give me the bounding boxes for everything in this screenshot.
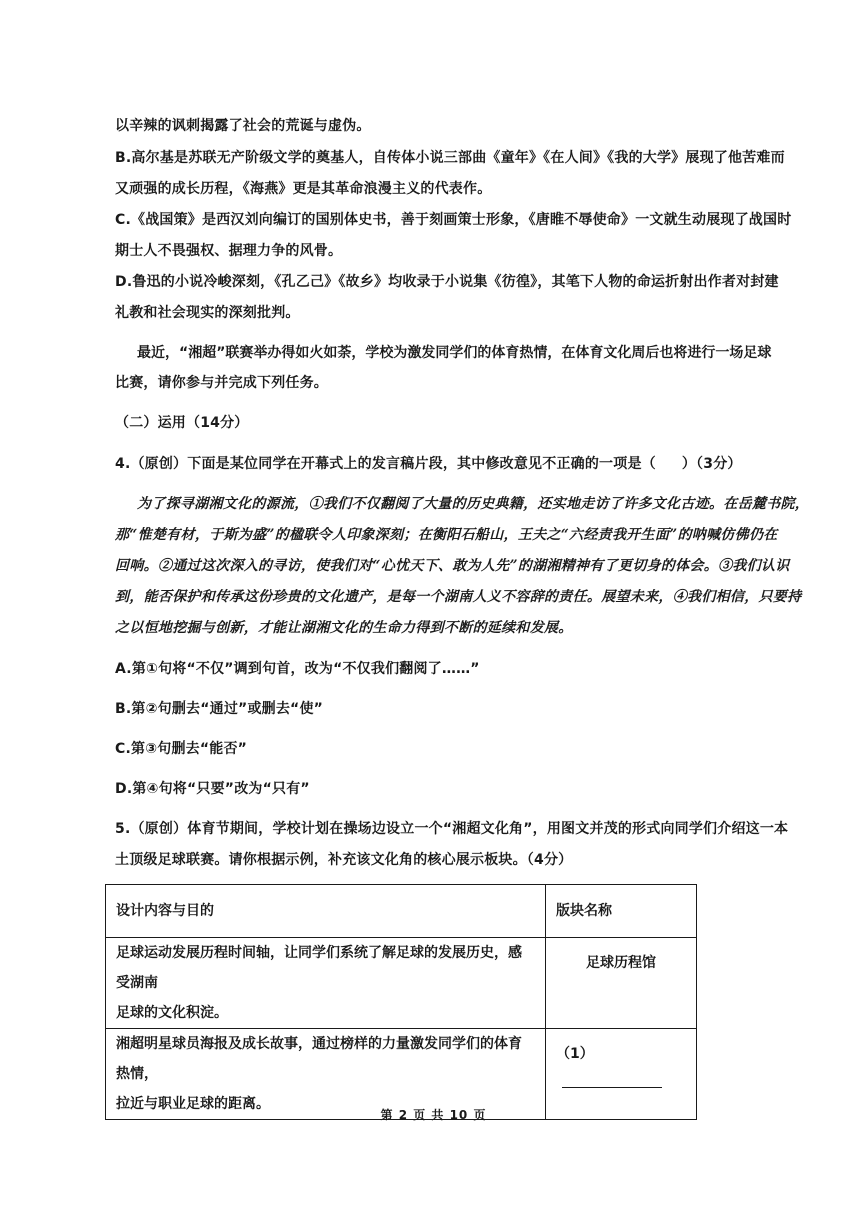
q4-option-b[interactable]: B.第②句删去“通过”或删去“使” [115, 701, 324, 717]
row1-content-line-2: 足球的文化积淀。 [116, 1005, 228, 1021]
header-name-cell: 版块名称 [546, 885, 697, 938]
passage-line-1: 为了探寻湖湘文化的源流，①我们不仅翻阅了大量的历史典籍，还实地走访了许多文化古迹。在岳麓书院， [137, 496, 810, 512]
option-b-line-1: B.高尔基是苏联无产阶级文学的奠基人，自传体小说三部曲《童年》《在人间》《我的大学》展现了他苦难而 [115, 150, 785, 166]
blank-number-label: （1） [556, 1046, 594, 1062]
table-row [106, 938, 697, 1029]
culture-corner-table [105, 884, 697, 1120]
question-5-stem-line-1: 5.（原创）体育节期间，学校计划在操场边设立一个“湘超文化角”，用图文并茂的形式向同学们介绍这一本 [115, 821, 789, 837]
row2-content-line-1: 湘超明星球员海报及成长故事，通过榜样的力量激发同学们的体育热情， [116, 1036, 522, 1082]
option-b-line-2: 又顽强的成长历程，《海燕》更是其革命浪漫主义的代表作。 [115, 181, 492, 197]
question-4-stem-text: 4.（原创）下面是某位同学在开幕式上的发言稿片段，其中修改意见不正确的一项是（ [115, 456, 656, 472]
row1-content-line-1: 足球运动发展历程时间轴，让同学们系统了解足球的发展历史，感受湖南 [116, 945, 522, 991]
page-footer: 第 2 页 共 10 页 [380, 1108, 487, 1122]
row1-content-cell [106, 938, 546, 1029]
passage-line-3: 回响。②通过这次深入的寻访，使我们对“心忧天下、敢为人先”的湖湘精神有了更切身的体会。③我们认识 [115, 558, 790, 574]
header-content-cell: 设计内容与目的 [106, 885, 546, 938]
question-5-stem-line-2: 土顶级足球联赛。请你根据示例，补充该文化角的核心展示板块。（4分） [115, 852, 573, 868]
passage-line-5: 之以恒地挖掘与创新，才能让湖湘文化的生命力得到不断的延续和发展。 [115, 620, 573, 636]
row2-content-line-2: 拉近与职业足球的距离。 [116, 1096, 270, 1112]
scene-intro-line-1: 最近，“湘超”联赛举办得如火如荼，学校为激发同学们的体育热情，在体育文化周后也将进行一场足球 [137, 345, 772, 361]
q4-option-a[interactable]: A.第①句将“不仅”调到句首，改为“不仅我们翻阅了……” [115, 661, 480, 677]
question-4-stem [115, 454, 742, 474]
passage-line-2: 那“惟楚有材，于斯为盛”的楹联令人印象深刻；在衡阳石船山，王夫之“六经责我开生面”的呐喊仿佛仍在 [115, 527, 778, 543]
answer-blank-line[interactable] [562, 1073, 662, 1088]
row1-name-cell: 足球历程馆 [546, 938, 697, 1029]
option-c-line-2: 期士人不畏强权、据理力争的风骨。 [115, 243, 343, 259]
option-d-line-1: D.鲁迅的小说冷峻深刻，《孔乙己》《故乡》均收录于小说集《彷徨》，其笔下人物的命运折射出作者对封建 [115, 274, 779, 290]
scene-intro-line-2: 比赛，请你参与并完成下列任务。 [115, 375, 328, 391]
passage-line-4: 到，能否保护和传承这份珍贵的文化遗产，是每一个湖南人义不容辞的责任。展望未来，④我们相信，只要持 [115, 589, 802, 605]
option-a-continuation: 以辛辣的讽刺揭露了社会的荒诞与虚伪。 [115, 118, 371, 134]
table-header-row [106, 885, 697, 938]
option-c-line-1: C.《战国策》是西汉刘向编订的国别体史书，善于刻画策士形象，《唐睢不辱使命》一文就生动展现了战国时 [115, 212, 792, 228]
option-d-line-2: 礼教和社会现实的深刻批判。 [115, 305, 300, 321]
q4-option-c[interactable]: C.第③句删去“能否” [115, 741, 248, 757]
section-title: （二）运用（14分） [115, 415, 249, 431]
question-4-score: ）（3分） [681, 456, 742, 472]
q4-option-d[interactable]: D.第④句将“只要”改为“只有” [115, 781, 310, 797]
